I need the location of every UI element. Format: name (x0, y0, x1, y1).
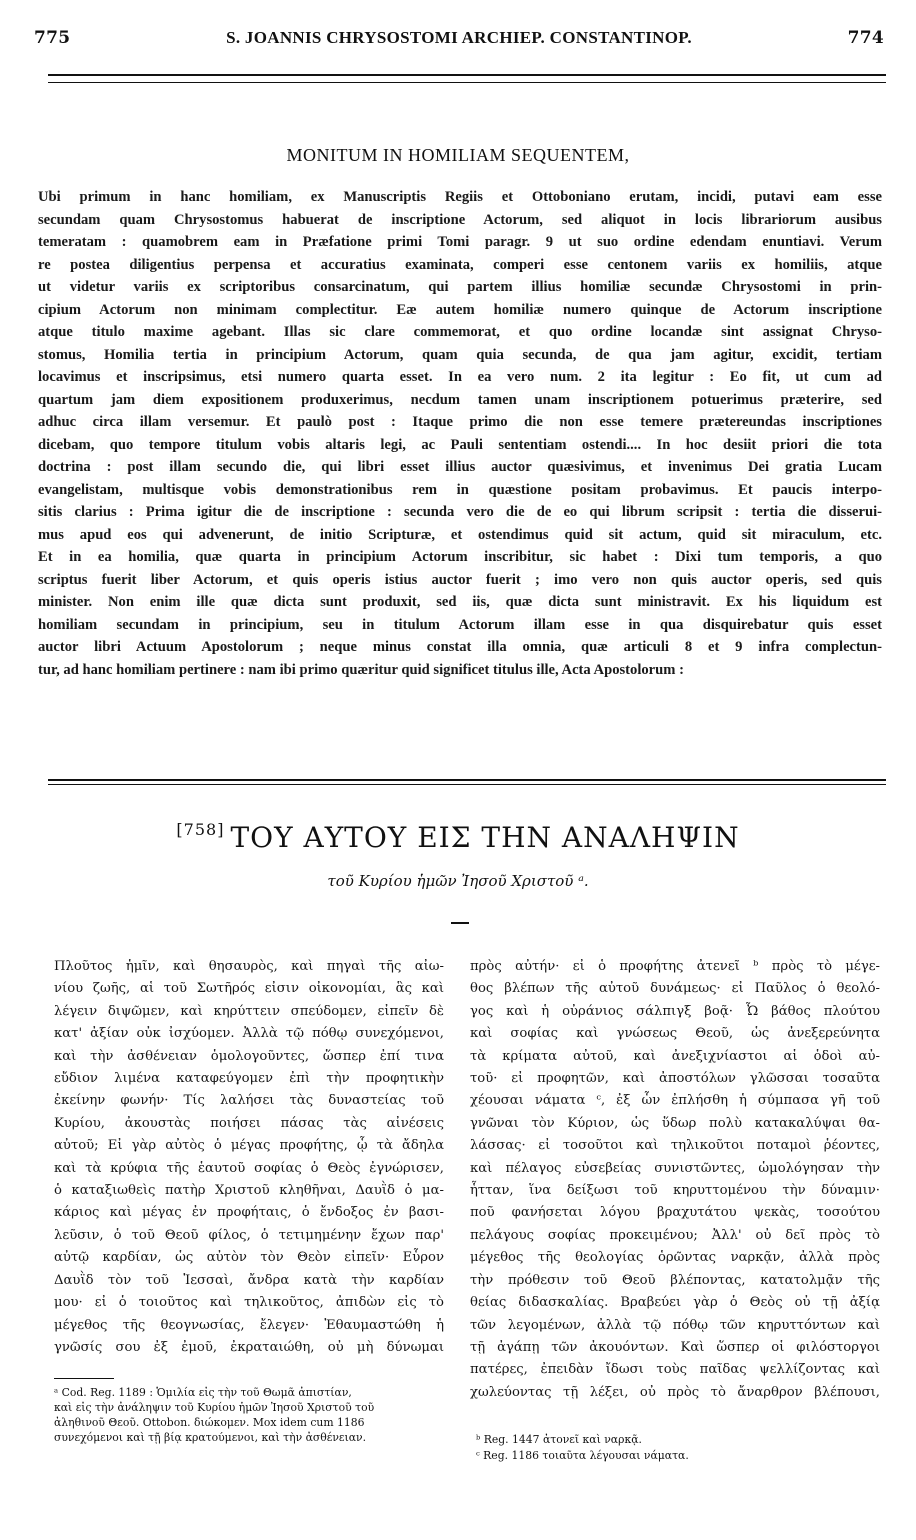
text-column-left (54, 956, 444, 1359)
monitum-line: scriptus fuerit liber Actorum, et quis operis istius auctor fuerit ; imo vero non quis auctor operis, sed quis (38, 571, 882, 588)
monitum-body (38, 186, 882, 681)
greek-text-line: Πλοῦτος ἡμῖν, καὶ θησαυρὸς, καὶ πηγαὶ τῆς αἰω- (54, 959, 444, 974)
page-number-left: 775 (34, 28, 71, 48)
monitum-line: tur, ad hanc homiliam pertinere : nam ibi primo quæritur quid significet titulus ille, Acta Apostolorum : (38, 661, 684, 678)
greek-text-line: χωλεύοντας τῇ λέξει, οὐ πρὸς τὸ ἄναρθρον βλέπουσι, (470, 1384, 880, 1400)
greek-text-line: λεῦσιν, ὁ τοῦ Θεοῦ φίλος, ὁ τετιμημένην ἔχων παρ' (54, 1227, 444, 1243)
monitum-line: stomus, Homilia tertia in principium Actorum, quam quia secunda, de qua jam agitur, excidit, tertiam (38, 346, 882, 363)
greek-text-line: λάσσας· εἰ τοσοῦτοι καὶ τηλικοῦτοι ποταμοὶ ῥέοντες, (470, 1138, 880, 1154)
greek-text-line: κάριος καὶ μέγας ἐν προφήταις, ὁ ἔνδοξος ἐν βασι- (54, 1205, 444, 1221)
section-rule-top (48, 779, 886, 781)
header-rule (48, 74, 886, 83)
footnotes-left (54, 1385, 446, 1445)
greek-text-line: ἧτταν, ἵνα δείξωσι τοῦ κηρυττομένου τὴν δύναμιν· (470, 1183, 880, 1199)
monitum-heading: MONITUM IN HOMILIAM SEQUENTEM, (286, 145, 630, 165)
text-column-right (470, 956, 880, 1404)
monitum-line: re postea diligentius perpensa et accuratius examinata, comperi esse centonem variis ex homiliis, atque (38, 256, 882, 273)
greek-text-line: καὶ σοφίας καὶ γνώσεως Θεοῦ, ὡς ἀνεξερεύνητα (470, 1026, 880, 1042)
footnote-rule (54, 1378, 114, 1379)
running-title: S. JOANNIS CHRYSOSTOMI ARCHIEP. CONSTANTINOP. (226, 28, 692, 47)
greek-text-line: γνῶσίς σου ἐξ ἐμοῦ, ἐκραταιώθη, οὐ μὴ δύνωμαι (54, 1339, 444, 1355)
greek-text-line: γος καὶ ἡ οὐράνιος σάλπιγξ βοᾷ· Ὦ βάθος πλούτου (470, 1003, 880, 1019)
greek-text-line: θείας διδασκαλίας. Βραβεύει γὰρ ὁ Θεὸς οὐ τῇ ἀξίᾳ (470, 1295, 880, 1311)
monitum-line: doctrina : post illam secundo die, qui libri esset illius auctor quæsivimus, et invenimus Dei gratia Lucam (38, 459, 882, 475)
footnote-line: ᵃ Cod. Reg. 1189 : Ὁμιλία εἰς τὴν τοῦ Θωμᾶ ἀπιστίαν, (54, 1386, 352, 1399)
monitum-line: mus apud eos qui advenerunt, de initio Scripturæ, et ostendimus quid sit actum, quid sit miraculum, etc. (38, 526, 882, 543)
greek-text-line: πατέρες, ἐπειδὰν ἴδωσι τοὺς παῖδας ψελλίζοντας καὶ (470, 1362, 880, 1378)
greek-text-line: θος βλέπων τῆς αὐτοῦ δυνάμεως· εἰ Παῦλος ὁ θεολό- (470, 981, 880, 997)
greek-text-line: λέγειν διψῶμεν, καὶ κηρύττειν σπεύδομεν, εἰπεῖν δὲ (54, 1003, 444, 1019)
greek-text-line: κατ' ἀξίαν οὐκ ἰσχύομεν. Ἀλλὰ τῷ πόθῳ συνεχόμενοι, (54, 1026, 444, 1042)
greek-title-text: ΤΟΥ ΑΥΤΟΥ ΕΙΣ ΤΗΝ ΑΝΑΛΗΨΙΝ (230, 821, 740, 854)
greek-subtitle: τοῦ Κυρίου ἡμῶν Ἰησοῦ Χριστοῦ ᵃ. (327, 872, 589, 890)
greek-text-line: ἐκείνην φωνήν· Τίς λαλήσει τὰς δυναστείας τοῦ (54, 1093, 444, 1109)
greek-text-line: χέουσαι νάματα ᶜ, ἐξ ὧν ἐπλήσθη ἡ σύμπασα γῆ τοῦ (470, 1093, 880, 1109)
monitum-line: quartum jam diem expositionem produxerimus, necdum tamen unam inscriptionem potuerimus præterire, sed (38, 391, 882, 408)
monitum-line: minister. Non enim ille quæ dicta sunt produxit, sed iis, quæ dicta sunt ministravit. Ex his liquidum est (38, 594, 882, 610)
greek-text-line: καὶ τὰ κρύφια τῆς ἑαυτοῦ σοφίας ὁ Θεὸς ἐγνώρισεν, (54, 1160, 444, 1176)
greek-text-line: νίου ζωῆς, αἱ τοῦ Σωτῆρός εἰσιν οἰκονομίαι, ἃς καὶ (54, 981, 444, 997)
greek-text-line: μέγεθος τῆς θεολογίας ὁρῶντας ναρκᾷν, ἀλλὰ πρὸς (470, 1250, 880, 1266)
running-head (34, 28, 884, 48)
greek-text-line: ποῦ φανήσεται λόγου βραχυτάτου ψεκὰς, τοσούτου (470, 1205, 880, 1221)
greek-text-line: τὴν πρόθεσιν τοῦ Θεοῦ βλέποντας, κατατολμᾷν τῆς (470, 1272, 880, 1288)
title-dash (451, 922, 469, 924)
greek-text-line: αὐτῷ καρδίαν, ὡς αὐτὸν τὸν Θεὸν εἰπεῖν· Εὗρον (54, 1250, 444, 1266)
greek-text-line: τῶν λεγομένων, ἀλλὰ τῷ πόθῳ τῶν κηρυττόντων καὶ (470, 1317, 880, 1333)
footnote-line: ἀληθινοῦ Θεοῦ. Ottobon. διώκομεν. Mox idem cum 1186 (54, 1416, 365, 1429)
greek-text-line: πελάγους σοφίας προκειμένου; Ἀλλ' οὐ δεῖ πρὸς τὸ (470, 1227, 880, 1243)
monitum-line: ut videtur variis ex scriptoribus consarcinatum, qui partem illius homiliæ secundæ Chrysostomi in prin- (38, 279, 882, 295)
greek-text-line: καὶ πέλαγος εὐσεβείας συνιστῶντες, ὡμολόγησαν τὴν (470, 1160, 880, 1176)
greek-text-line: Δαυῒδ τὸν τοῦ Ἰεσσαὶ, ἄνδρα κατὰ τὴν καρδίαν (54, 1272, 444, 1288)
page-reference: [758] (176, 820, 225, 839)
greek-text-line: τοῦ· εἰ προφητῶν, καὶ ἀποστόλων γλῶσσαι τοσαῦτα (470, 1071, 880, 1087)
footnote-line: ᶜ Reg. 1186 τοιαῦτα λέγουσαι νάματα. (476, 1449, 689, 1462)
monitum-line: dicebam, quo tempore titulum vobis altaris legi, ac Pauli sententiam ostendi.... In hoc desiit priori die tota (38, 436, 882, 453)
section-rule-bottom (48, 784, 886, 785)
monitum-line: sitis clarius : Prima igitur die de inscriptione : secunda vero die de eo qui librum scripsit : tertia die disserui- (38, 504, 882, 520)
greek-text-line: ὁ καταξιωθεὶς πατὴρ Χριστοῦ κληθῆναι, Δαυῒδ ὁ μα- (54, 1183, 444, 1199)
greek-text-line: πρὸς αὐτήν· εἰ ὁ προφήτης ἀτενεῖ ᵇ πρὸς τὸ μέγε- (470, 959, 880, 974)
greek-title (0, 820, 916, 854)
page-number-right: 774 (847, 28, 884, 48)
monitum-line: auctor libri Actuum Apostolorum ; neque minus constat illa omnia, quæ articuli 8 et 9 infra complectun- (38, 639, 882, 655)
greek-text-line: τῇ ἀγάπῃ τῶν ἀκουόντων. Καὶ ὥσπερ οἱ φιλόστοργοι (470, 1339, 880, 1355)
monitum-line: Ubi primum in hanc homiliam, ex Manuscriptis Regiis et Ottoboniano erutam, incidi, putavi eam esse (38, 189, 882, 205)
monitum-line: atque titulo maxime agebant. Illas sic clare commemorat, et quo ordine locandæ sint assignat Chryso- (38, 324, 882, 340)
footnote-line: καὶ εἰς τὴν ἀνάληψιν τοῦ Κυρίου ἡμῶν Ἰησοῦ Χριστοῦ τοῦ (54, 1401, 375, 1414)
monitum-line: locavimus et inscripsimus, etsi numero quarta esset. In ea vero num. 2 ita legitur : Eo fit, ut cum ad (38, 369, 882, 385)
monitum-line: cipium Actorum non minimam complectitur. Eæ autem homiliæ numero quinque de Actorum inscriptione (38, 301, 882, 318)
greek-text-line: εὔδιον λιμένα καταφεύγομεν ἐπὶ τὴν προφητικὴν (54, 1071, 444, 1087)
greek-text-line: τὰ κρίματα αὐτοῦ, καὶ ἀνεξιχνίαστοι αἱ ὁδοὶ αὐ- (470, 1048, 880, 1064)
monitum-line: temeratam : quamobrem eam in Præfatione primi Tomi paragr. 9 ut suo ordine edendam enuntiavi. Verum (38, 234, 882, 250)
monitum-line: homiliam secundam in principium, seu in titulum Actorum illam esse in qua disquirebatur quis esset (38, 616, 882, 633)
footnote-line: συνεχόμενοι καὶ τῇ βίᾳ κρατούμενοι, καὶ τὴν ἀσθένειαν. (54, 1431, 367, 1444)
footnotes-right (476, 1432, 876, 1464)
greek-text-line: Κυρίου, ἀκουστὰς ποιήσει πάσας τὰς αἰνέσεις (54, 1115, 444, 1131)
greek-text-line: γνῶναι τὸν Κύριον, ὡς ὕδωρ πολὺ κατακαλύψαι θα- (470, 1115, 880, 1131)
greek-text-line: μέγεθος τῆς θεογνωσίας, ἔλεγεν· Ἐθαυμαστώθη ἡ (54, 1317, 444, 1333)
greek-text-line: καὶ τὴν ἀσθένειαν ὁμολογοῦντες, ὥσπερ ἐπί τινα (54, 1048, 444, 1064)
monitum-line: adhuc circa illam versemur. Et paulò post : Itaque primo die non esse temere prætereundas inscriptiones (38, 414, 882, 430)
monitum-line: secundam quam Chrysostomus habuerat de inscriptione Actorum, sed aliquot in locis librariorum ausibus (38, 211, 882, 228)
greek-text-line: μου· εἰ ὁ τοιοῦτος καὶ τηλικοῦτος, ἀπιδὼν εἰς τὸ (54, 1295, 444, 1311)
monitum-line: Et in ea homilia, quæ quarta in principium Actorum inscribitur, sic habet : Dixi tum temporis, a quo (38, 549, 882, 565)
monitum-line: evangelistam, multisque vobis demonstrationibus rem in quæstione positam probavimus. Et paucis interpo- (38, 481, 882, 498)
footnote-line: ᵇ Reg. 1447 ἀτονεῖ καὶ ναρκᾷ. (476, 1433, 642, 1446)
greek-text-line: αὐτοῦ; Εἰ γὰρ αὐτὸς ὁ μέγας προφήτης, ᾧ τὰ ἄδηλα (54, 1138, 444, 1154)
